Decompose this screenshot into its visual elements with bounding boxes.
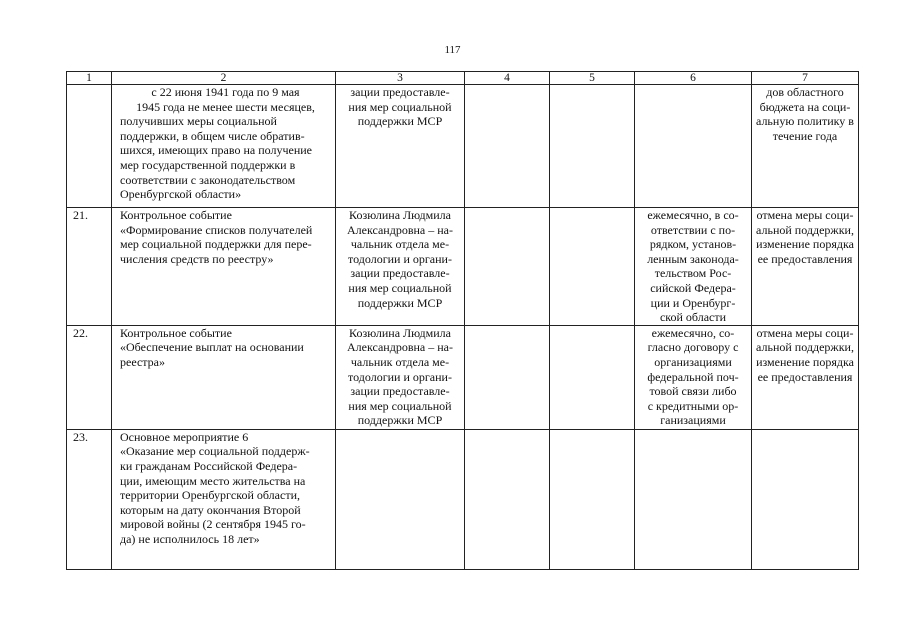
cell-text-line: получивших меры социальной <box>120 114 277 129</box>
cell-text-line: ленным законода- <box>647 251 739 266</box>
cell-text-line: «Обеспечение выплат на основании <box>120 340 304 355</box>
cell-text-line: «Формирование списков получателей <box>120 222 313 237</box>
row-number: 21. <box>67 208 112 326</box>
cell-text-line: ния мер социальной <box>348 99 452 114</box>
cell-text-line: Козюлина Людмила <box>349 208 451 222</box>
cell-text-line: товой связи либо <box>649 384 737 399</box>
cell-text-line: «Оказание мер социальной поддерж- <box>120 444 310 459</box>
event-name-cell <box>112 208 336 326</box>
cell-text-line: Контрольное событие <box>120 208 232 222</box>
cell-text-line: Александровна – на- <box>347 340 453 355</box>
column-header: 6 <box>635 72 752 85</box>
cell-text-line: Козюлина Людмила <box>349 325 451 340</box>
cell-text-line: поддержки, в общем числе обратив- <box>120 128 305 143</box>
cell-text-line: реестра» <box>120 354 165 369</box>
cell-text-line: Оренбургской области» <box>120 187 242 202</box>
column-5-cell <box>550 208 635 326</box>
column-5-cell <box>550 429 635 569</box>
cell-text-line: организациями <box>654 354 732 369</box>
cell-text-line: федеральной поч- <box>647 369 739 384</box>
cell-text-line: гласно договору с <box>647 340 739 355</box>
schedule-cell <box>635 325 752 429</box>
cell-text-line: рядком, установ- <box>649 237 737 252</box>
cell-text-line: тодологии и органи- <box>348 251 452 266</box>
cell-text-line: изменение порядка <box>756 237 854 252</box>
cell-text-line: тельством Рос- <box>654 266 732 281</box>
event-name-cell <box>112 325 336 429</box>
cell-text-line: ежемесячно, в со- <box>647 208 739 222</box>
cell-text-line: ции, имеющим место жительства на <box>120 473 306 488</box>
responsible-cell <box>336 85 465 208</box>
row-number <box>67 85 112 208</box>
cell-text-line: альной поддержки, <box>756 222 854 237</box>
cell-text-line: ее предоставления <box>757 251 853 266</box>
cell-text-line: числения средств по реестру» <box>120 251 274 266</box>
responsible-cell <box>336 208 465 326</box>
column-header: 5 <box>550 72 635 85</box>
cell-text-line: чальник отдела ме- <box>350 237 450 252</box>
cell-text-line: с 22 июня 1941 года по 9 мая <box>151 85 300 99</box>
cell-text-line: поддержки МСР <box>357 114 443 129</box>
column-header: 4 <box>465 72 550 85</box>
cell-text-line: Основное мероприятие 6 <box>120 429 249 444</box>
cell-text-line: ния мер социальной <box>348 398 452 413</box>
cell-text-line: мировой войны (2 сентября 1945 го- <box>120 517 306 532</box>
cell-text-line: тодологии и органи- <box>348 369 452 384</box>
cell-text-line: отмена меры соци- <box>756 208 854 222</box>
column-number-row <box>67 72 859 85</box>
table-row <box>67 208 859 326</box>
cell-text-line: Контрольное событие <box>120 325 232 340</box>
cell-text-line: сийской Федера- <box>650 280 736 295</box>
measures-table <box>66 71 859 570</box>
cell-text-line: альную политику в <box>756 114 854 129</box>
cell-text-line: соответствии с законодательством <box>120 172 296 187</box>
responsible-cell <box>336 325 465 429</box>
event-name-cell <box>112 85 336 208</box>
column-header: 7 <box>752 72 859 85</box>
column-header: 1 <box>67 72 112 85</box>
column-4-cell <box>465 325 550 429</box>
cell-text-line: ганизациями <box>660 413 726 428</box>
column-4-cell <box>465 429 550 569</box>
cell-text-line: альной поддержки, <box>756 340 854 355</box>
cell-text-line: ежемесячно, со- <box>651 325 735 340</box>
column-5-cell <box>550 325 635 429</box>
column-4-cell <box>465 85 550 208</box>
cell-text-line: шихся, имеющих право на получение <box>120 143 312 158</box>
cell-text-line: ответствии с по- <box>650 222 736 237</box>
cell-text-line: изменение порядка <box>756 354 854 369</box>
cell-text-line: с кредитными ор- <box>647 398 739 413</box>
cell-text-line: Александровна – на- <box>347 222 453 237</box>
schedule-cell <box>635 85 752 208</box>
risk-cell <box>752 429 859 569</box>
cell-text-line: ния мер социальной <box>348 280 452 295</box>
cell-text-line: да) не исполнилось 18 лет» <box>120 531 260 546</box>
cell-text-line: зации предоставле- <box>350 85 450 99</box>
cell-text-line: течение года <box>772 128 838 143</box>
cell-text-line: зации предоставле- <box>350 384 450 399</box>
table-row <box>67 85 859 208</box>
responsible-cell <box>336 429 465 569</box>
row-number: 22. <box>67 325 112 429</box>
cell-text-line: ской области <box>659 310 727 325</box>
event-name-cell <box>112 429 336 569</box>
column-4-cell <box>465 208 550 326</box>
schedule-cell <box>635 208 752 326</box>
cell-text-line: которым на дату окончания Второй <box>120 502 301 517</box>
cell-text-line: бюджета на соци- <box>759 99 851 114</box>
table-row <box>67 429 859 569</box>
cell-text-line: отмена меры соци- <box>756 325 854 340</box>
cell-text-line: дов областного <box>766 85 844 99</box>
cell-text-line: ки гражданам Российской Федера- <box>120 458 298 473</box>
risk-cell <box>752 208 859 326</box>
cell-text-line: зации предоставле- <box>350 266 450 281</box>
cell-text-line: территории Оренбургской области, <box>120 488 300 503</box>
column-5-cell <box>550 85 635 208</box>
risk-cell <box>752 85 859 208</box>
cell-text-line: поддержки МСР <box>357 295 443 310</box>
cell-text-line: мер социальной поддержки для пере- <box>120 237 312 252</box>
cell-text-line: 1945 года не менее шести месяцев, <box>136 99 315 114</box>
risk-cell <box>752 325 859 429</box>
table-row <box>67 325 859 429</box>
cell-text-line: мер государственной поддержки в <box>120 157 296 172</box>
cell-text-line: поддержки МСР <box>357 413 443 428</box>
column-header: 2 <box>112 72 336 85</box>
cell-text-line: чальник отдела ме- <box>350 354 450 369</box>
schedule-cell <box>635 429 752 569</box>
cell-text-line: ее предоставления <box>757 369 853 384</box>
column-header: 3 <box>336 72 465 85</box>
page-number: 117 <box>444 44 461 56</box>
row-number: 23. <box>67 429 112 569</box>
cell-text-line: ции и Оренбург- <box>650 295 736 310</box>
